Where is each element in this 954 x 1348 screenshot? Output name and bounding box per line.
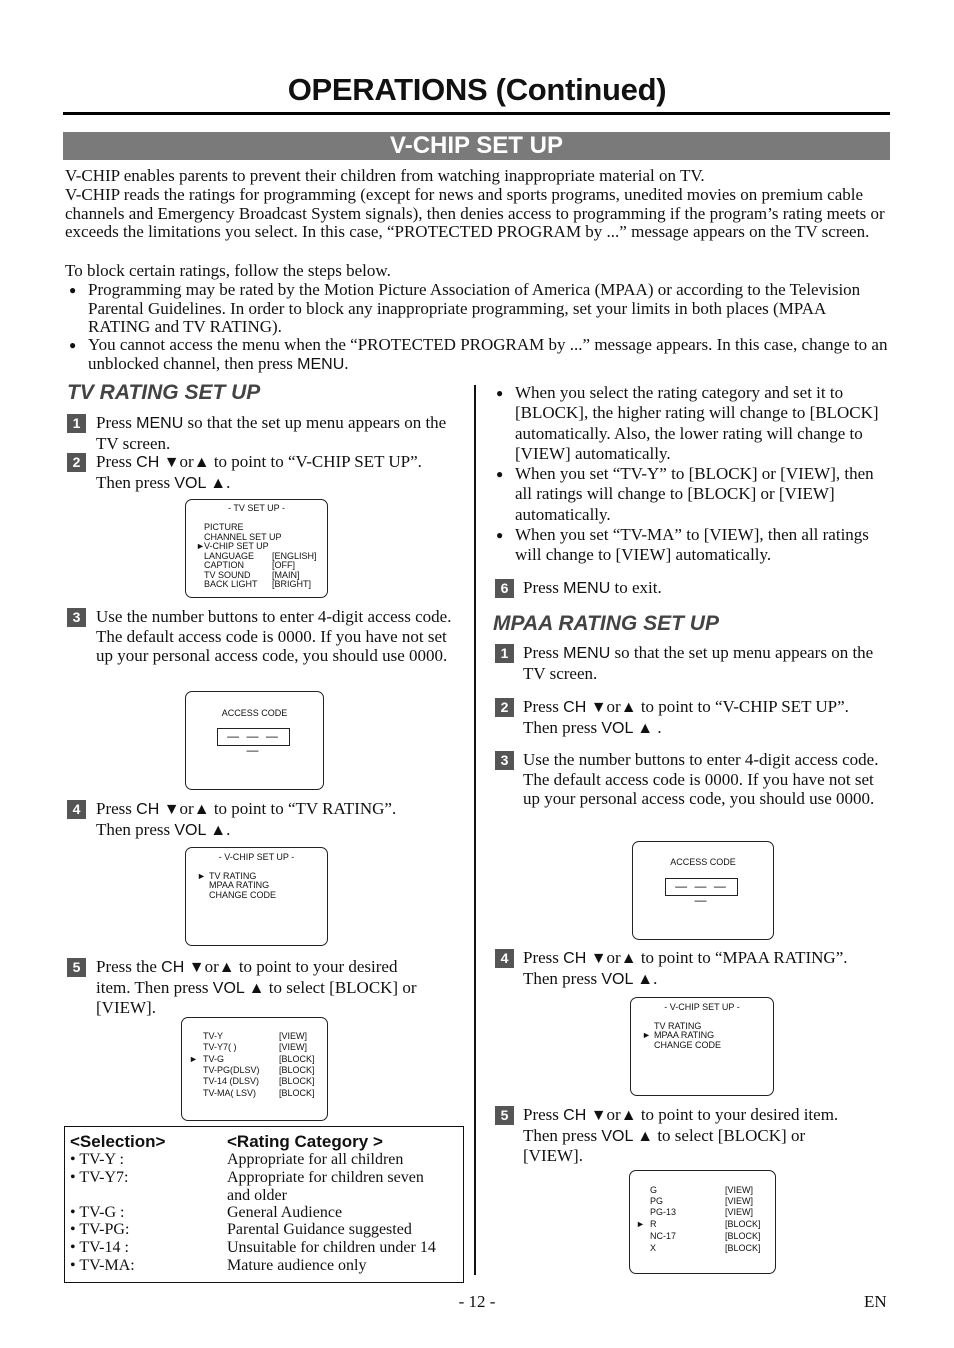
step-number-4: 4 bbox=[495, 949, 514, 968]
intro-bullet-2: ● You cannot access the menu when the “PROTECTED PROGRAM by ...” message appears. In this case, change to an unblocked channel, then press MENU. bbox=[69, 335, 888, 373]
step-number-1: 1 bbox=[495, 644, 514, 663]
mpaa-step-4: Press CH ▼or▲ to point to “MPAA RATING”. Then press VOL ▲. bbox=[523, 948, 848, 988]
bullet-dot: ● bbox=[69, 283, 77, 297]
mpaa-access-code-screen: ACCESS CODE — — — — bbox=[632, 841, 774, 940]
table-row-value: General Audience bbox=[227, 1204, 343, 1221]
menu-key-label: MENU bbox=[297, 355, 345, 373]
step-number-1: 1 bbox=[67, 414, 86, 433]
tv-step-5: Press the CH ▼or▲ to point to your desired item. Then press VOL ▲ to select [BLOCK] or [VIEW]. bbox=[96, 957, 417, 1017]
mpaa-vchip-menu-screen: - V-CHIP SET UP - TV RATING ► MPAA RATING CHANGE CODE bbox=[630, 997, 774, 1096]
tv-step-4: Press CH ▼or▲ to point to “TV RATING”. Then press VOL ▲. bbox=[96, 799, 397, 839]
cursor-arrow-icon: ► bbox=[197, 871, 206, 881]
right-bullet-1: ● When you select the rating category and set it to [BLOCK], the higher rating will change to [BLOCK] automatically. Also, the lower rating will change to [VIEW] automatically. bbox=[496, 383, 879, 463]
rating-category-header: <Rating Category > bbox=[227, 1132, 383, 1151]
intro-bullet-1: ● Programming may be rated by the Motion Picture Association of America (MPAA) or according to the Television Parental Guidelines. In order to block any inappropriate programming, set your limits in both places (MPAA RATING and TV RATING). bbox=[69, 280, 861, 336]
section-title: V-CHIP SET UP bbox=[63, 132, 890, 160]
mpaa-step-2: Press CH ▼or▲ to point to “V-CHIP SET UP”. Then press VOL ▲ . bbox=[523, 697, 849, 737]
bullet-dot: ● bbox=[496, 386, 504, 400]
column-divider bbox=[474, 385, 476, 1275]
access-code-field: — — — — bbox=[665, 878, 738, 896]
step-number-3: 3 bbox=[495, 751, 514, 770]
mpaa-rating-list-screen: G PG PG-13 ► R NC-17 X [VIEW] [VIEW] [VIEW] [BLOCK] [BLOCK] [BLOCK] bbox=[629, 1170, 776, 1274]
page-title: OPERATIONS (Continued) bbox=[287, 72, 667, 107]
tv-step-6: Press MENU to exit. bbox=[523, 578, 662, 597]
table-row-value: Parental Guidance suggested bbox=[227, 1221, 412, 1238]
intro-paragraph-1: V-CHIP enables parents to prevent their children from watching inappropriate material on TV. bbox=[65, 166, 705, 185]
tv-step-1: Press MENU so that the set up menu appears on the TV screen. bbox=[96, 413, 447, 453]
step-number-2: 2 bbox=[67, 453, 86, 472]
intro-paragraph-3: To block certain ratings, follow the steps below. bbox=[65, 261, 391, 280]
tv-step-2: Press CH ▼or▲ to point to “V-CHIP SET UP”. Then press VOL ▲. bbox=[96, 452, 422, 492]
step-number-4: 4 bbox=[67, 800, 86, 819]
selection-header: <Selection> bbox=[70, 1132, 166, 1151]
tv-step-3: Use the number buttons to enter 4-digit access code. The default access code is 0000. If you have not set up your personal access code, you should use 0000. bbox=[96, 607, 452, 665]
page-number: - 12 - bbox=[458, 1292, 496, 1311]
table-row-value: Appropriate for children seven and older bbox=[227, 1169, 424, 1204]
right-bullet-3: ● When you set “TV-MA” to [VIEW], then all ratings will change to [VIEW] automatically. bbox=[496, 525, 869, 565]
title-rule bbox=[63, 112, 890, 115]
tv-access-code-screen: ACCESS CODE — — — — bbox=[185, 691, 324, 790]
intro-paragraph-2: V-CHIP reads the ratings for programming (except for news and sports programs, unedited movies on premium cable channels and Emergency Broadcast System signals), then denies access to programming if the program’s rating meets or exceeds the limitations you select. In this case, “PROTECTED PROGRAM by ...” message appears on the TV screen. bbox=[65, 185, 885, 241]
right-bullet-2: ● When you set “TV-Y” to [BLOCK] or [VIEW], then all ratings will change to [BLOCK] or [VIEW] automatically. bbox=[496, 464, 874, 524]
cursor-arrow-icon: ► bbox=[642, 1030, 651, 1040]
step-number-6: 6 bbox=[495, 579, 514, 598]
cursor-arrow-icon: ► bbox=[196, 541, 205, 551]
table-row-label: • TV-PG: bbox=[70, 1221, 130, 1238]
language-code: EN bbox=[864, 1292, 887, 1311]
table-row-label: • TV-G : bbox=[70, 1204, 125, 1221]
table-row-value: Mature audience only bbox=[227, 1257, 367, 1274]
cursor-arrow-icon: ► bbox=[189, 1054, 198, 1064]
bullet-dot: ● bbox=[496, 528, 504, 542]
tv-rating-heading: TV RATING SET UP bbox=[67, 381, 261, 404]
mpaa-step-3: Use the number buttons to enter 4-digit access code. The default access code is 0000. If you have not set up your personal access code, you should use 0000. bbox=[523, 750, 879, 808]
table-row-value: Unsuitable for children under 14 bbox=[227, 1239, 436, 1256]
table-row-label: • TV-Y : bbox=[70, 1151, 124, 1168]
mpaa-step-1: Press MENU so that the set up menu appears on the TV screen. bbox=[523, 643, 874, 683]
access-code-field: — — — — bbox=[217, 728, 290, 746]
step-number-5: 5 bbox=[67, 958, 86, 977]
bullet-dot: ● bbox=[69, 338, 77, 352]
tv-rating-list-screen: TV-Y TV-Y7( ) ► TV-G TV-PG(DLSV) TV-14 (DLSV) TV-MA( LSV) [VIEW] [VIEW] [BLOCK] [BLOCK] [BLOCK] [BLOCK] bbox=[181, 1017, 328, 1121]
table-row-value: Appropriate for all children bbox=[227, 1151, 404, 1168]
table-row-label: • TV-14 : bbox=[70, 1239, 129, 1256]
tv-setup-menu-screen: - TV SET UP - PICTURE CHANNEL SET UP ► V-CHIP SET UP LANGUAGE CAPTION TV SOUND BACK LIGHT [ENGLISH] [OFF] [MAIN] [BRIGHT] bbox=[185, 499, 328, 598]
vchip-setup-menu-screen: - V-CHIP SET UP - ► TV RATING MPAA RATING CHANGE CODE bbox=[185, 847, 328, 946]
mpaa-rating-heading: MPAA RATING SET UP bbox=[493, 612, 719, 635]
bullet-dot: ● bbox=[496, 467, 504, 481]
table-row-label: • TV-MA: bbox=[70, 1257, 135, 1274]
step-number-5: 5 bbox=[495, 1106, 514, 1125]
table-row-label: • TV-Y7: bbox=[70, 1169, 129, 1186]
mpaa-step-5: Press CH ▼or▲ to point to your desired item. Then press VOL ▲ to select [BLOCK] or [VIEW]. bbox=[523, 1105, 839, 1165]
step-number-2: 2 bbox=[495, 698, 514, 717]
cursor-arrow-icon: ► bbox=[636, 1219, 645, 1229]
step-number-3: 3 bbox=[67, 608, 86, 627]
rating-category-table bbox=[64, 1126, 464, 1283]
